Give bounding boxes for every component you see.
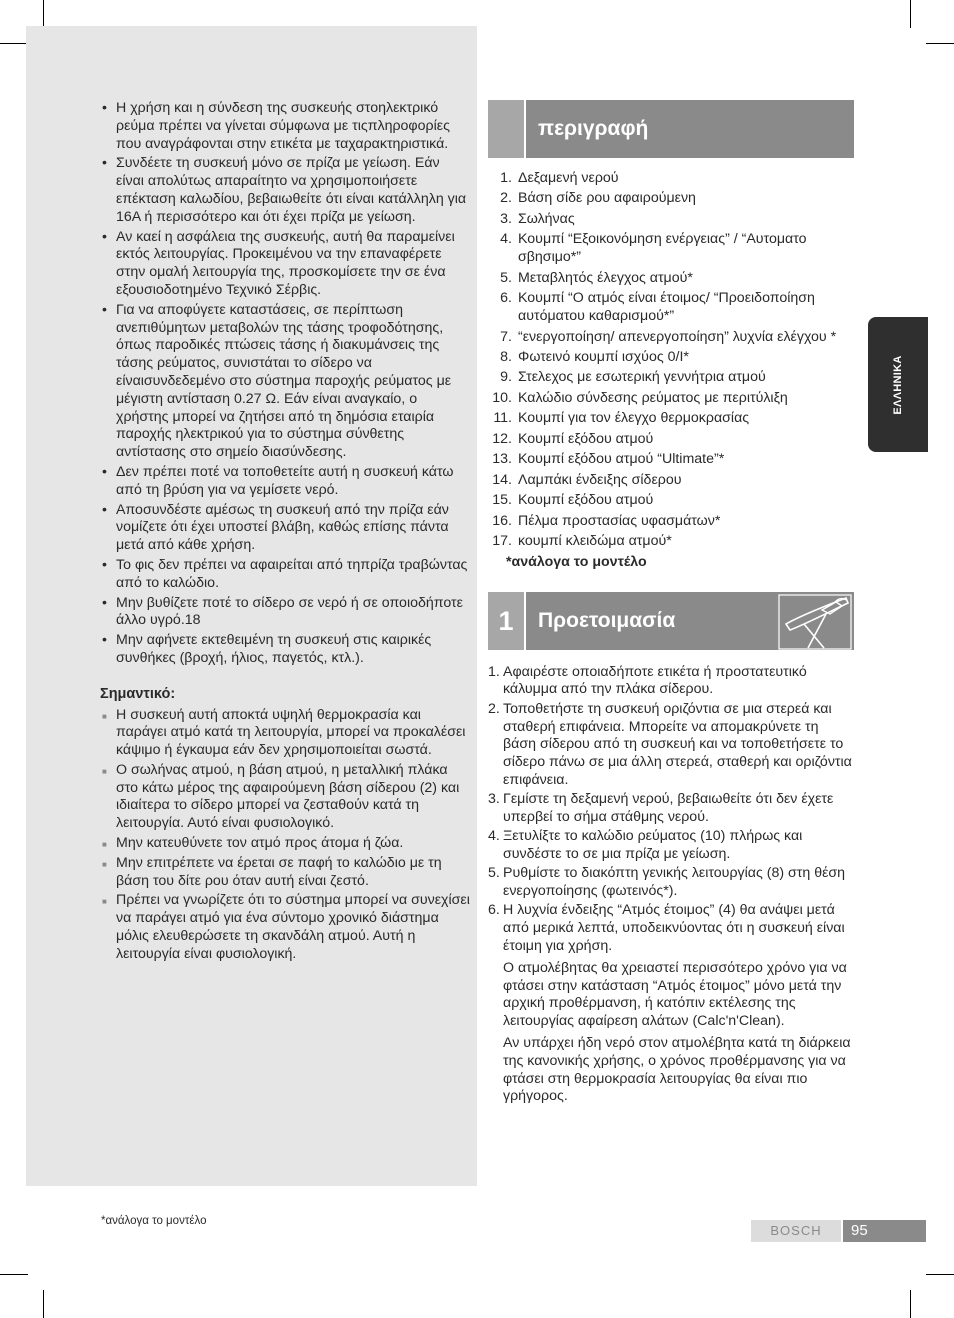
crop-mark [43, 0, 44, 28]
language-tab [868, 317, 928, 452]
list-item: 10. Καλώδιο σύνδεσης ρεύματος με περιτύλιξη [492, 389, 788, 406]
list-item: ■ Μην κατευθύνετε τον ατμό προς άτομα ή ζώα. [100, 835, 470, 853]
list-item: • Αν καεί η ασφάλεια της συσκευής, αυτή θα παραμείνει εκτός λειτουργίας. Προκειμένου να την επαναφέρετε στην ομαλή λειτουργία της, προσκομίσετε την σε ένα εξουσιοδοτημένο Τεχνικό Σέρβις. [100, 229, 470, 300]
footer-note: *ανάλογα το μοντέλο [101, 1215, 207, 1227]
list-item: 13. Κουμπί εξόδου ατμού “Ultimate”* [492, 451, 725, 468]
list-item: 7. “ενεργοποίηση/ απενεργοποίηση” λυχνία ελέγχου * [500, 328, 837, 345]
list-item: 5. Ρυθμίστε το διακόπτη γενικής λειτουργίας (8) στη θέση ενεργοποίησης (φωτεινός*). [488, 865, 846, 900]
list-item: 14. Λαμπάκι ένδειξης σίδερου [492, 471, 682, 488]
language-tab-label: ΕΛΛΗΝΙΚΑ [892, 354, 904, 415]
list-item: ■ Ο σωλήνας ατμού, η βάση ατμού, η μεταλλική πλάκα στο κάτω μέρος της αφαιρούμενη βάση σίδερου (2) και ιδιαίτερα το σίδερο μπορεί να ζεσταθούν κατά τη λειτουργία. Αυτό είναι φυσιολογικό. [100, 762, 470, 833]
list-item: 6. Η λυχνία ένδειξης “Ατμός έτοιμος” (4) θα ανάψει μετά από μερικά λεπτά, υποδεικνύοντας ότι η συσκευή είναι έτοιμη για χρήση. Ο ατμολέβητας θα χρειαστεί περισσότερο χρόνο για να φτάσει στην κατάσταση “Ατμός έτοιμος” μόνο μετά την αρχική προθέρμανση, ή κατόπιν εκτέλεσης της λειτουργίας αφαίρεση αλάτων (Calc'n'Clean). Αν υπάρχει ήδη νερό στον ατμολέβητα κατά τη διάρκεια της κανονικής χρήσης, ο χρόνος προθέρμανσης για να φτάσει στη θερμοκρασία λειτουργίας θα είναι πιο γρήγορος. [488, 902, 854, 1106]
step-note: Αν υπάρχει ήδη νερό στον ατμολέβητα κατά τη διάρκεια της κανονικής χρήσης, ο χρόνος προθέρμανσης για να φτάσει στη θερμοκρασία λειτουργίας θα είναι πιο γρήγορος. [503, 1035, 851, 1105]
model-note: *ανάλογα το μοντέλο [506, 553, 647, 570]
page-number: 95 [843, 1220, 926, 1242]
important-heading: Σημαντικό: [100, 685, 176, 702]
section-number: 1 [488, 592, 526, 650]
list-item: 4. Κουμπί “Εξοικονόμηση ενέργειας” / “Αυτοματο σβησιμο*” [500, 231, 807, 266]
list-item: • Συνδέετε τη συσκευή μόνο σε πρίζα με γείωση. Εάν είναι απολύτως απαραίτητο να χρησιμοποιήσετε επέκταση καλωδίου, βεβαιωθείτε ότι είναι κατάλληλη για 16A ή περισσότερο και ότι έχει πρίζα με γείωση. [100, 155, 470, 226]
step-note: Ο ατμολέβητας θα χρειαστεί περισσότερο χρόνο για να φτάσει στην κατάσταση “Ατμός έτοιμος” μόνο μετά την αρχική προθέρμανση, ή κατόπιν εκτέλεσης της λειτουργίας αφαίρεση αλάτων (Calc'n'Clean). [503, 959, 847, 1030]
list-item: 9. Στελεχος με εσωτερική γεννήτρια ατμού [500, 369, 766, 386]
list-item: 17. κουμπί κλειδώμα ατμού* [492, 533, 672, 550]
list-item: • Για να αποφύγετε καταστάσεις, σε περίπτωση ανεπιθύμητων μεταβολών της τάσης τροφοδότησης, όπως παροδικές πτώσεις τάσης ή διακυμάνσεις της τάσης ρεύματος, συνιστάται το σίδερο να είναισυνδεδεμένο στο σύστημα παροχής ρεύματος με μέγιστη αντίσταση 0.27 Ω. Εάν είναι αναγκαίο, ο χρήστης μπορεί να ζητήσει από τη δημόσια εταιρία παροχής ηλεκτρικού για το σύστημα σύνθετης αντίστασης στο σημείο διασύνδεσης. [100, 302, 470, 462]
crop-mark [926, 1274, 954, 1275]
list-item: ■ Πρέπει να γνωρίζετε ότι το σύστημα μπορεί να συνεχίσει να παράγει ατμό για ένα σύντομο χρονικό διάστημα μόλις ελευθερώσετε τη σκανδάλη ατμού. Αυτή η λειτουργία είναι φυσιολογική. [100, 892, 470, 963]
right-column [488, 100, 854, 1108]
crop-mark [926, 43, 954, 44]
list-item: 2. Τοποθετήστε τη συσκευή οριζόντια σε μια στερεά και σταθερή επιφάνεια. Μπορείτε να απομακρύνετε τη βάση σίδερου από τη συσκευή και να τοποθετήσετε το σίδερο πάνω σε μια άλλη στερεά, σταθερή και οριζόντια επιφάνεια. [488, 700, 852, 788]
list-item: 1. Δεξαμενή νερού [500, 170, 619, 186]
section-number-box [488, 100, 526, 158]
crop-mark [0, 43, 28, 44]
safety-bullet-list [100, 100, 470, 668]
section-title: Προετοιμασία [538, 608, 676, 632]
list-item: 6. Κουμπί “Ο ατμός είναι έτοιμος/ “Προειδοποίηση αυτόματου καθαρισμού*” [500, 290, 815, 325]
crop-mark [910, 0, 911, 28]
list-item: • Μην βυθίζετε ποτέ το σίδερο σε νερό ή σε οποιοδήποτε άλλο υγρό.18 [100, 595, 470, 631]
list-item: ■ Μην επιτρέπετε να έρεται σε παφή το καλώδιο με τη βάση του δίτε ρου όταν αυτή είναι ζεστό. [100, 855, 470, 891]
list-item: • Δεν πρέπει ποτέ να τοποθετείτε αυτή η συσκευή κάτω από τη βρύση για να γεμίσετε νερό. [100, 464, 470, 500]
list-item: • Μην αφήνετε εκτεθειμένη τη συσκευή στις καιρικές συνθήκες (βροχή, ήλιος, παγετός, κτλ.). [100, 632, 470, 668]
preparation-header [488, 592, 854, 650]
important-list [100, 707, 470, 964]
list-item: 4. Ξετυλίξτε το καλώδιο ρεύματος (10) πλήρως και συνδέστε το σε μια πρίζα με γείωση. [488, 828, 803, 863]
brand-label: BOSCH [751, 1220, 841, 1242]
safety-instructions [100, 100, 470, 966]
list-item: 3. Γεμίστε τη δεξαμενή νερού, βεβαιωθείτε ότι δεν έχετε υπερβεί το σήμα στάθμης νερού. [488, 791, 834, 825]
crop-mark [43, 1290, 44, 1318]
list-item: 11. Κουμπί για τον έλεγχο θερμοκρασίας [493, 410, 750, 427]
description-header [488, 100, 854, 158]
crop-mark [0, 1274, 28, 1275]
list-item: 2. Βάση σίδε ρου αφαιρούμενη [500, 190, 696, 207]
list-item: • Η χρήση και η σύνδεση της συσκευής στοηλεκτρικό ρεύμα πρέπει να γίνεται σύμφωνα με τιςπληροφορίες που αναγράφονται στην ετικέτα με ταχαρακτηριστικά. [100, 100, 470, 153]
list-item: 12. Κουμπί εξόδου ατμού [492, 430, 654, 447]
list-item: 3. Σωλήνας [500, 210, 575, 227]
preparation-steps [488, 664, 854, 1107]
list-item: 8. Φωτεινό κουμπί ισχύος 0/I* [500, 348, 689, 365]
ironing-board-icon [778, 594, 852, 650]
list-item: 15. Κουμπί εξόδου ατμού [492, 492, 654, 509]
list-item: • Αποσυνδέστε αμέσως τη συσκευή από την πρίζα εάν νομίζετε ότι έχει υποστεί βλάβη, καθώς επίσης πάντα μετά από κάθε χρήση. [100, 502, 470, 555]
section-title: περιγραφή [538, 117, 649, 140]
list-item: 5. Μεταβλητός έλεγχος ατμού* [500, 269, 693, 286]
list-item: ■ Η συσκευή αυτή αποκτά υψηλή θερμοκρασία και παράγει ατμό κατά τη λειτουργία, μπορεί να προκαλέσει κάψιμο ή έγκαυμα εάν δεν χρησιμοποιείται σωστά. [100, 707, 470, 760]
list-item: 1. Αφαιρέστε οποιαδήποτε ετικέτα ή προστατευτικό κάλυμμα από την πλάκα σίδερου. [488, 663, 807, 698]
list-item: • Το φις δεν πρέπει να αφαιρείται από τηπρίζα τραβώντας από το καλώδιο. [100, 557, 470, 593]
parts-list [488, 170, 854, 551]
list-item: 16. Πέλμα προστασίας υφασμάτων* [492, 512, 721, 529]
crop-mark [910, 1290, 911, 1318]
